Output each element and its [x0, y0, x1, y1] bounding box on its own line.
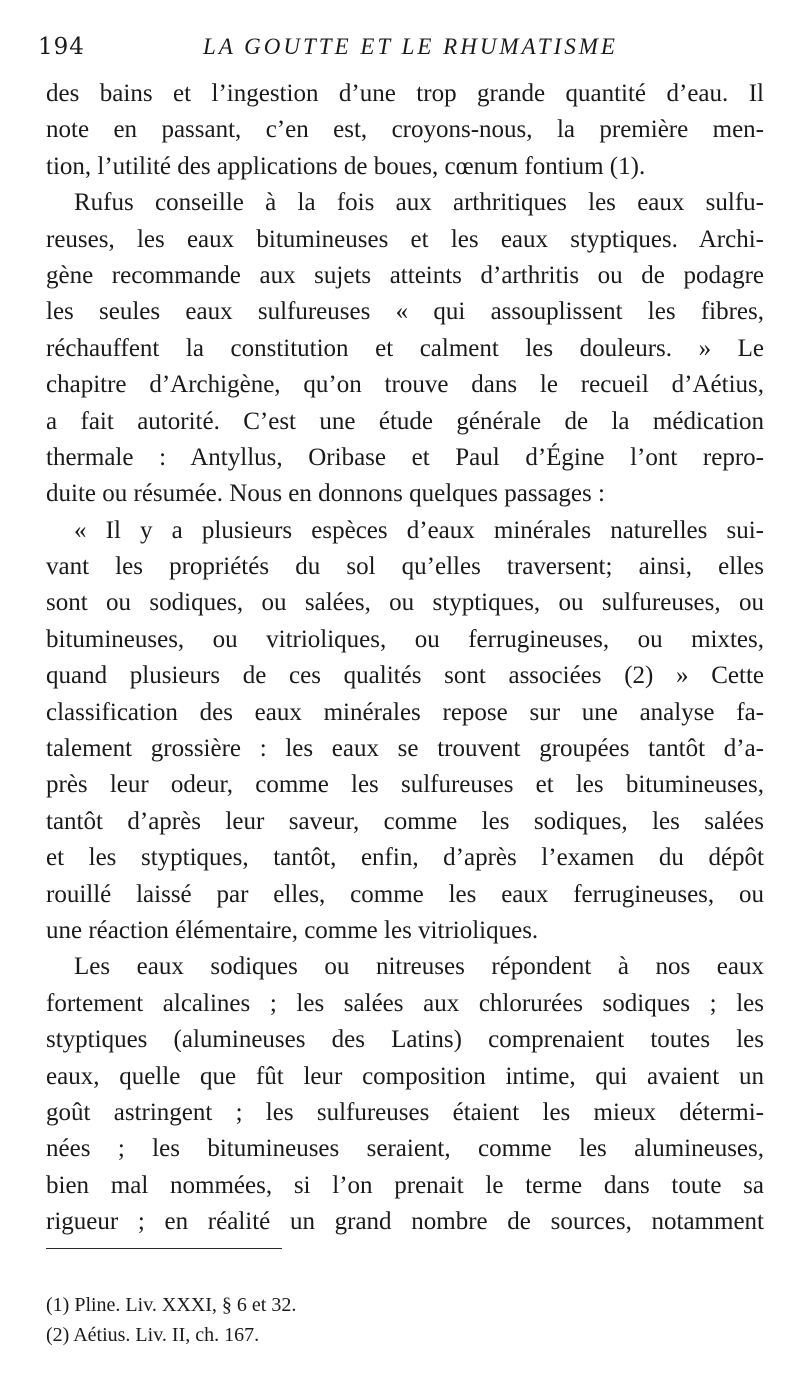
text-line: tantôt d’après leur saveur, comme les sodiques, les salées: [46, 807, 764, 835]
text-line: talement grossière : les eaux se trouvent groupées tantôt d’a-: [46, 735, 764, 763]
text-line: Rufus conseille à la fois aux arthritiques les eaux sulfu-: [74, 189, 764, 217]
footnotes: [46, 1290, 646, 1350]
text-line: duite ou résumée. Nous en donnons quelques passages :: [46, 480, 605, 508]
text-line: quand plusieurs de ces qualités sont associées (2) » Cette: [46, 662, 764, 690]
text-line: styptiques (alumineuses des Latins) comprenaient toutes les: [46, 1026, 764, 1054]
text-line: une réaction élémentaire, comme les vitrioliques.: [46, 916, 539, 944]
text-line: vant les propriétés du sol qu’elles traversent; ainsi, elles: [46, 553, 764, 581]
text-line: a fait autorité. C’est une étude générale de la médication: [46, 407, 764, 435]
text-line: note en passant, c’en est, croyons-nous, la première men-: [46, 116, 764, 144]
text-line: reuses, les eaux bitumineuses et les eaux styptiques. Archi-: [46, 225, 764, 253]
text-line: thermale : Antyllus, Oribase et Paul d’Égine l’ont repro-: [46, 443, 764, 471]
text-line: « Il y a plusieurs espèces d’eaux minérales naturelles sui-: [74, 516, 764, 544]
text-line: bitumineuses, ou vitrioliques, ou ferrugineuses, ou mixtes,: [46, 625, 764, 653]
text-line: gène recommande aux sujets atteints d’arthritis ou de podagre: [46, 261, 764, 289]
text-line: eaux, quelle que fût leur composition intime, qui avaient un: [46, 1062, 764, 1090]
footnote-2: (2) Aétius. Liv. II, ch. 167.: [46, 1324, 260, 1346]
text-line: sont ou sodiques, ou salées, ou styptiques, ou sulfureuses, ou: [46, 589, 764, 617]
text-line: réchauffent la constitution et calment les douleurs. » Le: [46, 334, 764, 362]
page-number: 194: [38, 34, 85, 60]
page-header: [38, 30, 758, 66]
running-title: LA GOUTTE ET LE RHUMATISME: [203, 34, 618, 59]
text-line: les seules eaux sulfureuses « qui assouplissent les fibres,: [46, 298, 764, 326]
text-line: classification des eaux minérales repose sur une analyse fa-: [46, 698, 764, 726]
text-line: Les eaux sodiques ou nitreuses répondent à nos eaux: [74, 953, 764, 981]
text-line: chapitre d’Archigène, qu’on trouve dans le recueil d’Aétius,: [46, 371, 764, 399]
footnote-1: (1) Pline. Liv. XXXI, § 6 et 32.: [46, 1294, 297, 1316]
text-line: tion, l’utilité des applications de boues, cœnum fontium (1).: [46, 152, 646, 180]
text-line: près leur odeur, comme les sulfureuses et les bitumineuses,: [46, 771, 764, 799]
text-line: fortement alcalines ; les salées aux chlorurées sodiques ; les: [46, 989, 764, 1017]
text-line: nées ; les bitumineuses seraient, comme les alumineuses,: [46, 1135, 764, 1163]
text-line: rigueur ; en réalité un grand nombre de sources, notamment: [46, 1208, 764, 1236]
text-line: et les styptiques, tantôt, enfin, d’après l’examen du dépôt: [46, 844, 764, 872]
text-line: bien mal nommées, si l’on prenait le terme dans toute sa: [46, 1171, 764, 1199]
text-line: des bains et l’ingestion d’une trop grande quantité d’eau. Il: [46, 80, 764, 107]
body-text: [46, 76, 764, 1241]
footnote-divider: [46, 1248, 282, 1249]
text-line: goût astringent ; les sulfureuses étaient les mieux détermi-: [46, 1098, 764, 1126]
text-line: rouillé laissé par elles, comme les eaux ferrugineuses, ou: [46, 880, 764, 908]
